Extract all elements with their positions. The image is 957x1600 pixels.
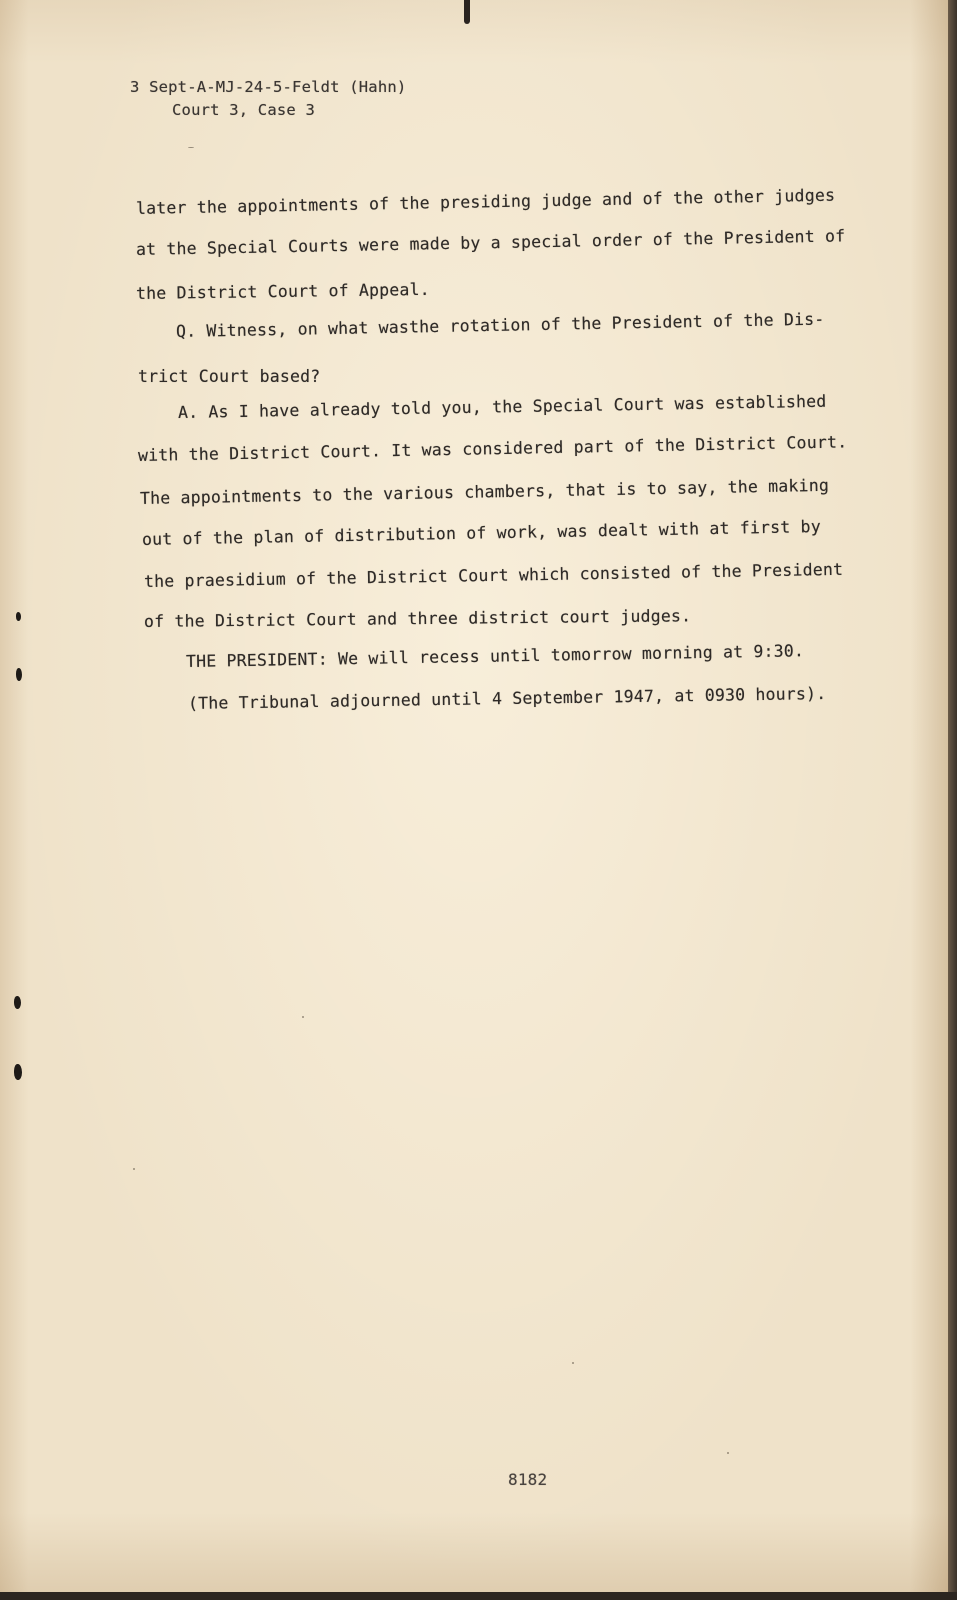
page-number: 8182 [508, 1470, 548, 1489]
page-edge [948, 0, 957, 1600]
binding-hole [14, 996, 21, 1009]
binding-hole [16, 668, 22, 681]
paper-speck [188, 147, 194, 148]
body-line-12: THE PRESIDENT: We will recess until tomorrow morning at 9:30. [185, 641, 805, 671]
page-edge [0, 1592, 957, 1600]
body-line-6: A. As I have already told you, the Special Court was established [177, 391, 827, 422]
body-line-9: out of the plan of distribution of work, was dealt with at first by [141, 516, 822, 549]
body-line-7: with the District Court. It was considered part of the District Court. [137, 432, 848, 465]
staple-mark [464, 0, 470, 24]
body-line-5: trict Court based? [138, 367, 321, 386]
body-line-8: The appointments to the various chambers, that is to say, the making [139, 475, 830, 508]
header-reference: 3 Sept-A-MJ-24-5-Feldt (Hahn) [130, 78, 407, 96]
paper-speck [727, 1452, 729, 1454]
binding-hole [14, 1064, 22, 1080]
body-line-1: later the appointments of the presiding judge and of the other judges [135, 185, 836, 218]
body-line-13: (The Tribunal adjourned until 4 September 1947, at 0930 hours). [187, 683, 827, 713]
paper-speck [302, 1016, 304, 1018]
paper-speck [133, 1168, 135, 1170]
body-line-3: the District Court of Appeal. [135, 279, 430, 303]
binding-hole [16, 612, 21, 621]
paper-speck [572, 1362, 574, 1364]
header-court-case: Court 3, Case 3 [172, 101, 315, 119]
body-line-10: the praesidium of the District Court which consisted of the President [143, 559, 844, 591]
body-line-2: at the Special Courts were made by a special order of the President of [135, 226, 846, 259]
body-line-11: of the District Court and three district court judges. [143, 606, 692, 631]
body-line-4: Q. Witness, on what wasthe rotation of the President of the Dis- [175, 309, 825, 341]
